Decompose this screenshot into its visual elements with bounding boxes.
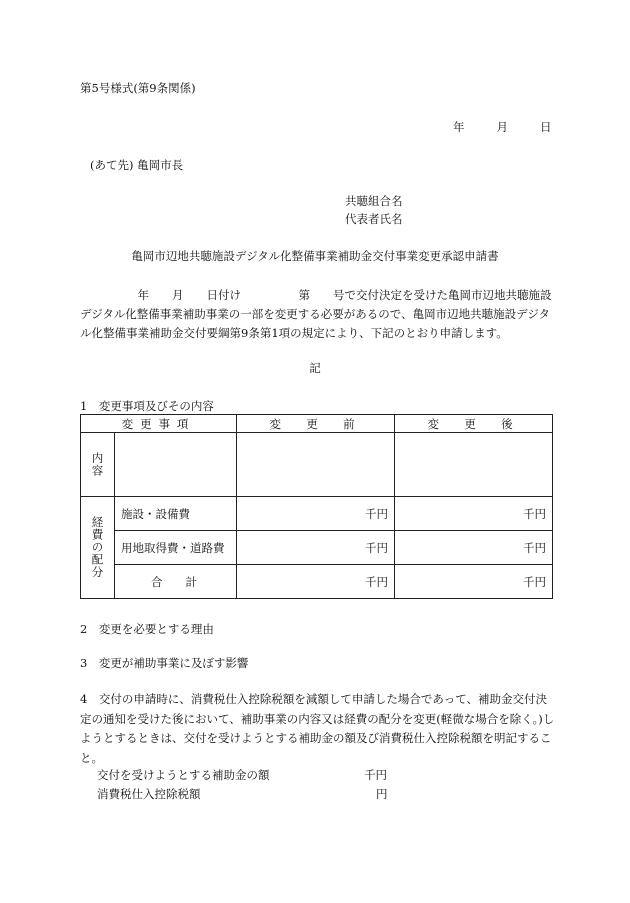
content-label: 内容 <box>81 433 115 497</box>
addressee: (あて先) 亀岡市長 <box>90 158 184 172</box>
row-after-unit: 千円 <box>395 497 553 531</box>
row-before-unit: 千円 <box>237 531 395 565</box>
section-4-paragraph: 4 交付の申請時に、消費税仕入控除税額を減額して申請した場合であって、補助金交付決定の通知を受けた後において、補助事業の内容又は経費の配分を変更(軽微な場合を除く。)しようとするときは、交付を受けようとする補助金の額及び消費税仕入控除税額を明記すること。 <box>80 692 555 765</box>
table-row <box>81 531 553 565</box>
content-row <box>81 433 553 497</box>
row-after-unit: 千円 <box>395 565 553 599</box>
budget-label: 経費の配分 <box>81 497 115 599</box>
date-year: 年 <box>453 120 465 134</box>
subsidy-amount-label: 交付を受けようとする補助金の額 <box>97 768 270 782</box>
change-table <box>80 414 553 599</box>
body-paragraph: 年 月 日付け 第 号で交付決定を受けた亀岡市辺地共聴施設デジタル化整備事業補助事業の一部を変更する必要があるので、亀岡市辺地共聴施設デジタル化整備事業補助金交付要綱第9条第1項の規定により、下記のとおり申請します。 <box>80 288 552 340</box>
content-before-cell <box>237 433 395 497</box>
date-day: 日 <box>540 120 552 134</box>
union-name-label: 共聴組合名 <box>345 194 403 208</box>
table-row <box>81 565 553 599</box>
section-3-heading: 3 変更が補助事業に及ぼす影響 <box>80 656 249 670</box>
row-after-unit: 千円 <box>395 531 553 565</box>
date-month: 月 <box>496 120 508 134</box>
row-item: 施設・設備費 <box>115 497 237 531</box>
subsidy-amount-unit: 千円 <box>364 768 387 782</box>
row-item: 用地取得費・道路費 <box>115 531 237 565</box>
section-1-heading: 1 変更事項及びその内容 <box>80 399 214 413</box>
content-after-cell <box>395 433 553 497</box>
header-after: 変 更 後 <box>395 415 553 433</box>
row-before-unit: 千円 <box>237 497 395 531</box>
ki-marker: 記 <box>309 361 321 375</box>
document-title: 亀岡市辺地共聴施設デジタル化整備事業補助金交付事業変更承認申請書 <box>131 249 499 263</box>
form-number: 第5号様式(第9条関係) <box>80 81 196 95</box>
content-cell <box>115 433 237 497</box>
row-item-total: 合 計 <box>115 565 237 599</box>
section-2-heading: 2 変更を必要とする理由 <box>80 622 214 636</box>
row-before-unit: 千円 <box>237 565 395 599</box>
header-before: 変 更 前 <box>237 415 395 433</box>
table-row <box>81 497 553 531</box>
representative-label: 代表者氏名 <box>345 212 403 226</box>
tax-deduction-unit: 円 <box>376 787 388 801</box>
header-item: 変更事項 <box>81 415 237 433</box>
table-header-row <box>81 415 553 433</box>
tax-deduction-label: 消費税仕入控除税額 <box>97 787 201 801</box>
date-line <box>453 119 552 135</box>
